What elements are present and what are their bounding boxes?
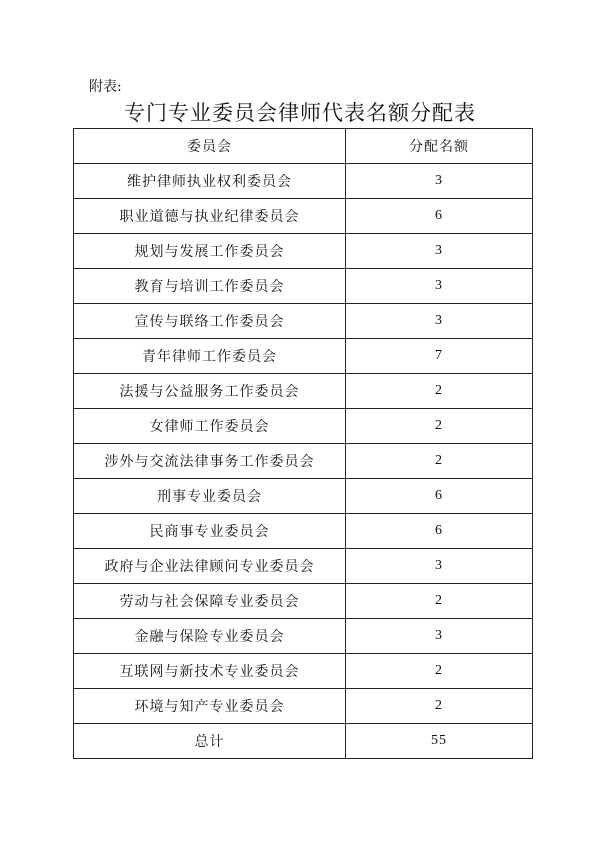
table-row <box>74 199 533 234</box>
table-row <box>74 164 533 199</box>
total-label: 总计 <box>74 724 346 759</box>
quota-allocation-table <box>73 128 533 759</box>
table-row <box>74 619 533 654</box>
committee-name: 环境与知产专业委员会 <box>74 689 346 724</box>
committee-name: 互联网与新技术专业委员会 <box>74 654 346 689</box>
committee-name: 女律师工作委员会 <box>74 409 346 444</box>
quota-value: 3 <box>346 164 533 199</box>
table-row <box>74 409 533 444</box>
committee-name: 政府与企业法律顾问专业委员会 <box>74 549 346 584</box>
quota-value: 6 <box>346 199 533 234</box>
quota-value: 2 <box>346 409 533 444</box>
committee-name: 职业道德与执业纪律委员会 <box>74 199 346 234</box>
table-header-row <box>74 129 533 164</box>
quota-value: 6 <box>346 479 533 514</box>
committee-name: 宣传与联络工作委员会 <box>74 304 346 339</box>
committee-name: 教育与培训工作委员会 <box>74 269 346 304</box>
quota-value: 3 <box>346 304 533 339</box>
committee-name: 法援与公益服务工作委员会 <box>74 374 346 409</box>
quota-value: 3 <box>346 269 533 304</box>
document-title: 专门专业委员会律师代表名额分配表 <box>124 101 476 125</box>
header-committee: 委员会 <box>74 129 346 164</box>
committee-name: 维护律师执业权利委员会 <box>74 164 346 199</box>
quota-value: 2 <box>346 444 533 479</box>
table-row <box>74 549 533 584</box>
table-row <box>74 304 533 339</box>
table-total-row <box>74 724 533 759</box>
committee-name: 劳动与社会保障专业委员会 <box>74 584 346 619</box>
quota-value: 2 <box>346 654 533 689</box>
committee-name: 青年律师工作委员会 <box>74 339 346 374</box>
attachment-label: 附表: <box>89 79 122 95</box>
table-row <box>74 444 533 479</box>
table-row <box>74 514 533 549</box>
quota-value: 7 <box>346 339 533 374</box>
quota-value: 6 <box>346 514 533 549</box>
quota-value: 2 <box>346 689 533 724</box>
quota-value: 3 <box>346 549 533 584</box>
committee-name: 刑事专业委员会 <box>74 479 346 514</box>
committee-name: 民商事专业委员会 <box>74 514 346 549</box>
header-quota: 分配名额 <box>346 129 533 164</box>
table-row <box>74 479 533 514</box>
quota-value: 2 <box>346 374 533 409</box>
committee-name: 规划与发展工作委员会 <box>74 234 346 269</box>
total-quota-value: 55 <box>346 724 533 759</box>
table-row <box>74 654 533 689</box>
table-row <box>74 689 533 724</box>
table-row <box>74 339 533 374</box>
table-row <box>74 234 533 269</box>
quota-value: 3 <box>346 619 533 654</box>
quota-value: 2 <box>346 584 533 619</box>
committee-name: 金融与保险专业委员会 <box>74 619 346 654</box>
table-row <box>74 374 533 409</box>
quota-value: 3 <box>346 234 533 269</box>
committee-name: 涉外与交流法律事务工作委员会 <box>74 444 346 479</box>
table-row <box>74 269 533 304</box>
table-row <box>74 584 533 619</box>
